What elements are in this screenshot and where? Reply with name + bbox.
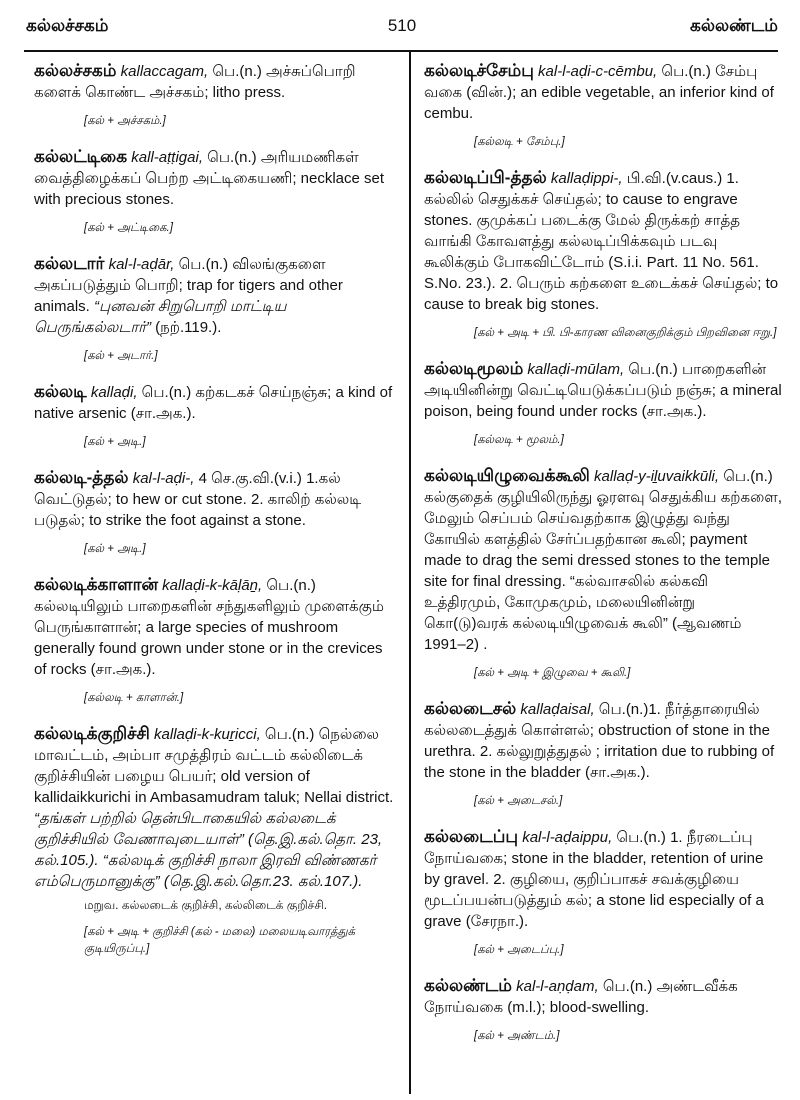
transliteration: kallaḍippi-, [550,170,623,187]
headword: கல்லடிச்சேம்பு [424,61,534,80]
etymology: [கல்லடி + மூலம்.] [474,434,564,446]
dictionary-entry [424,698,782,783]
transliteration: kall-aṭṭigai, [131,149,203,166]
entry-definition: 4 செ.கு.வி.(v.i.) 1.கல் வெட்டுதல்; to hew or cut stone. 2. காலிற் கல்லடி படுதல்; to strike the foot against a stone. [34,470,362,529]
transliteration: kallaḍi-k-kāḷāṉ, [162,577,263,594]
headword: கல்லடிக்குறிச்சி [34,724,150,743]
entry-definition: பெ.(n.) கல்லடியிலும் பாறைகளின் சந்துகளிலும் முளைக்கும் பெருங்காளான்; a large species of mushroom generally found grown under stone or in the crevices of rocks (சா.அக.). [34,577,384,678]
dictionary-entry [34,467,398,531]
entry-definition: பெ.(n.) சேம்பு வகை (வின்.); an edible vegetable, an inferior kind of cembu. [424,63,774,122]
right-column [424,60,782,1096]
etymology: [கல் + அட்டிகை.] [84,222,173,234]
column-divider [409,50,411,1094]
etymology: [கல் + அடி + பி. பி-காரண வினைகுறிக்கும் பிறவினை ஈறு.] [474,327,777,339]
page-number: 510 [387,16,417,35]
transliteration: kal-l-aṇḍam, [516,978,599,995]
synonyms: மறுவ. கல்லடைக் குறிச்சி, கல்லிடைக் குறிச்சி. [84,898,328,912]
dictionary-entry [34,146,398,210]
entry-definition: பெ.(n.) 1. நீரடைப்பு நோய்வகை; stone in the bladder, retention of urine by gravel. 2. குழியை, குறிப்பாகச் சவக்குழியை மூடப்பயன்படுத்தும் கல்; a stone lid especially of a grave (சேரநா.). [424,829,764,930]
etymology: [கல் + அடி.] [84,436,146,448]
transliteration: kallaccagam, [120,63,209,80]
headword: கல்லச்சகம் [34,61,117,80]
header-rule [24,50,778,52]
headword: கல்லண்டம் [424,976,512,995]
entry-definition: பெ.(n.) விலங்குகளை அகப்படுத்தும் பொறி; trap for tigers and other animals. [34,256,343,315]
entry-citation: (நற்.119.). [150,319,222,336]
headword: கல்லடிக்காளான் [34,575,158,594]
dictionary-entry [424,167,782,315]
etymology: [கல் + அச்சகம்.] [84,115,166,127]
entry-definition: பெ.(n.) கல்குதைக் குழியிலிருந்து ஓரளவு செதுக்கிய கற்களை, மேலும் செப்பம் செய்வதற்காக இழுத்து வந்து கோயில் களத்தில் சேர்ப்பதற்கான கூலி; payment made to drag the semi dressed stones to the temple site for final dressing. [424,468,782,590]
entry-quotation: “புனவன் சிறுபொறி மாட்டிய பெருங்கல்லடார்” [34,298,287,336]
left-column [34,60,398,1096]
header-right-guideword: கல்லண்டம் [690,16,778,35]
entry-definition: பெ.(n.) அச்சுப்பொறி களைக் கொண்ட அச்சகம்; litho press. [34,63,356,101]
etymology: [கல் + அடார்.] [84,350,158,362]
transliteration: kallaḍaisal, [520,701,595,718]
page-header [26,16,778,46]
headword: கல்லடைப்பு [424,827,519,846]
headword: கல்லடிமூலம் [424,359,524,378]
transliteration: kallaḍi-k-kuṟicci, [154,726,261,743]
transliteration: kallaḍi, [90,384,138,401]
etymology: [கல் + அடைசல்.] [474,795,563,807]
etymology: [கல் + அடி.] [84,543,146,555]
headword: கல்லடைசல் [424,699,517,718]
etymology: [கல் + அடைப்பு.] [474,944,564,956]
dictionary-entry [34,723,398,892]
etymology: [கல் + அடி + இழுவை + கூலி.] [474,667,631,679]
entry-definition: பெ.(n.) பாறைகளின் அடியினின்று வெட்டியெடுக்கப்படும் நஞ்சு; a mineral poison, being found under rocks (சா.அக.). [424,361,782,420]
dictionary-entry [34,574,398,680]
etymology: [கல் + அண்டம்.] [474,1030,560,1042]
headword: கல்லடிப்பி-த்தல் [424,168,547,187]
dictionary-entry [34,60,398,103]
dictionary-entry [424,358,782,422]
dictionary-entry [34,381,398,424]
entry-definition: பி.வி.(v.caus.) 1. கல்லில் செதுக்கச் செய்தல்; to cause to engrave stones. குமுக்கப் படைக்கு மேல் திருக்கற் சாத்த வாங்கி கோவளத்து கல்லடிப்பிக்கவும் படவு கூலிக்கும் போகவிட்டோம் (S.i.i. Part. 11 No. 561. S.No. 23.). 2. பெரும் கற்களை உடைக்கச் செய்தல்; to cause to break big stones. [424,170,779,313]
transliteration: kal-l-aḍār, [108,256,175,273]
dictionary-entry [424,60,782,124]
entry-quotation: “கல்வாசலில் கல்கவி உத்திரமும், கோமுகமும், மலையினின்று கொ(டு)வரக் கல்லடியிழுவைக் கூலி” (ஆவணம் 1991–2) . [424,573,742,653]
transliteration: kal-l-aḍi-c-cēmbu, [538,63,658,80]
entry-definition: பெ.(n.) அரியமணிகள் வைத்திழைக்கப் பெற்ற அட்டிகையணி; necklace set with precious stones. [34,149,385,208]
transliteration: kal-l-aḍaippu, [522,829,613,846]
header-left-guideword: கல்லச்சகம் [26,16,109,35]
headword: கல்லட்டிகை [34,147,128,166]
entry-definition: பெ.(n.) கற்கடகச் செய்நஞ்சு; a kind of native arsenic (சா.அக.). [34,384,393,422]
dictionary-entry [424,975,782,1018]
transliteration: kallaḍ-y-iḻuvaikkūli, [594,468,720,485]
dictionary-entry [424,826,782,932]
dictionary-entry [34,253,398,338]
dictionary-entry [424,465,782,655]
etymology: [கல்லடி + சேம்பு.] [474,136,565,148]
entry-definition: பெ.(n.) நெல்லை மாவட்டம், அம்பா சமுத்திரம் வட்டம் கல்லிடைக் குறிச்சியின் பழைய பெயர்; old version of kallidaikkurichi in Ambasamudram taluk; Nellai district. [34,726,394,806]
entry-quotation: “தங்கள் பற்றில் தென்பிடாகையில் கல்லடைக் குறிச்சியில் வேணாவுடையாள்” (தெ.இ.கல்.தொ. 23, கல்.105.). “கல்லடிக் குறிச்சி நாலா இரவி விண்ணகர் எம்பெருமானுக்கு” (தெ.இ.கல்.தொ.23. கல்.107.). [34,810,383,890]
headword: கல்லடி-த்தல் [34,468,129,487]
transliteration: kal-l-aḍi-, [132,470,195,487]
headword: கல்லடி [34,382,87,401]
etymology: [கல் + அடி + குறிச்சி (கல் - மலை) மலையடிவாரத்துக் குடியிருப்பு.] [84,926,355,955]
etymology: [கல்லடி + காளான்.] [84,692,184,704]
transliteration: kallaḍi-mūlam, [527,361,625,378]
headword: கல்லடார் [34,254,105,273]
headword: கல்லடியிழுவைக்கூலி [424,466,590,485]
entry-definition: பெ.(n.) அண்டவீக்க நோய்வகை (m.l.); blood-swelling. [424,978,738,1016]
entry-definition: பெ.(n.)1. நீர்த்தாரையில் கல்லடைத்துக் கொள்ளல்; obstruction of stone in the urethra. 2. கல்லுறுத்துதல் ; irritation due to rubbing of the stone in the bladder (சா.அக.). [424,701,775,781]
